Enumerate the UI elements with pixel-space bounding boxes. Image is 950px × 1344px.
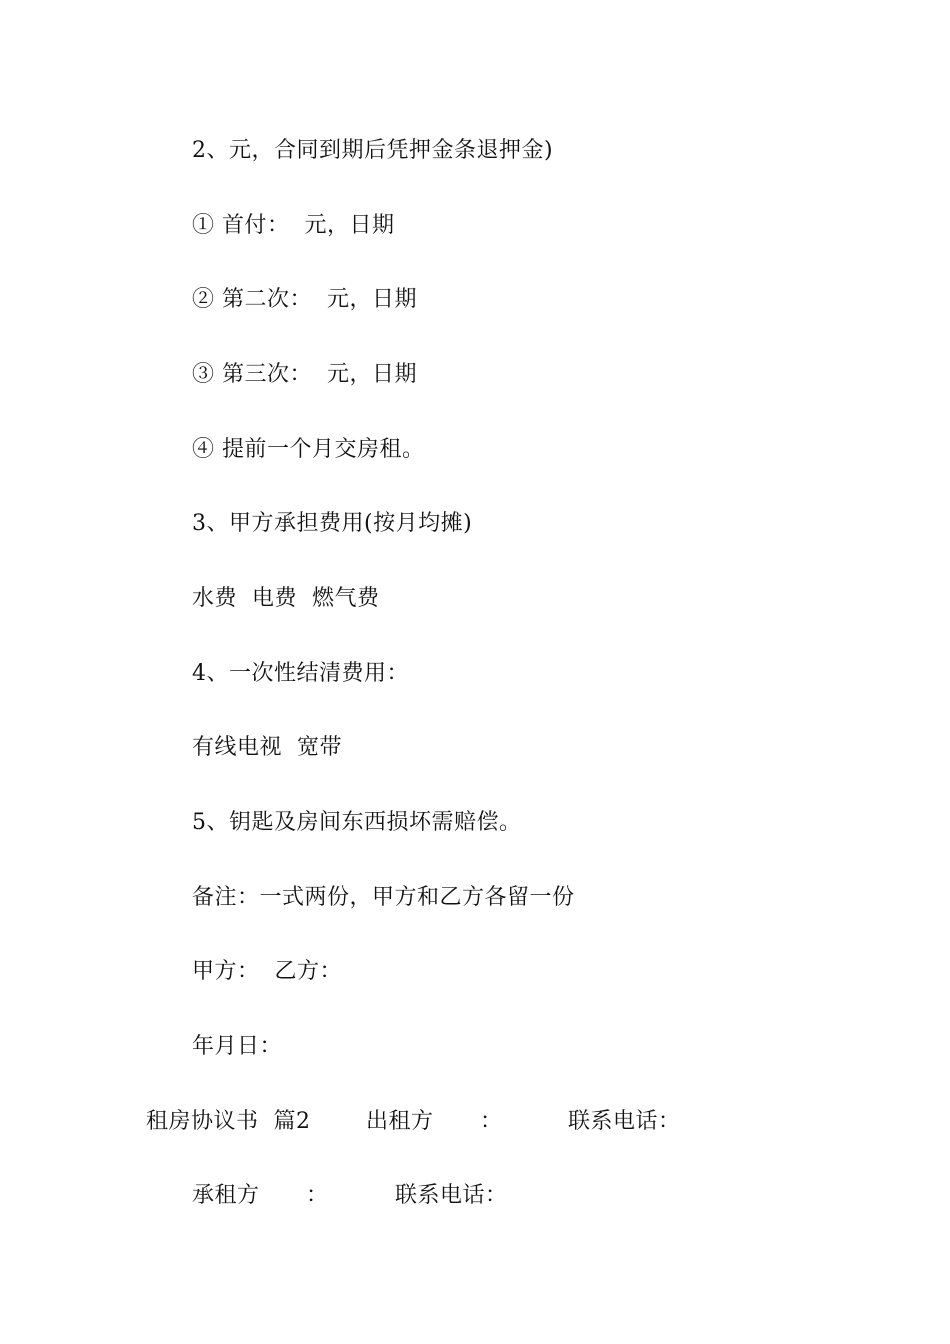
text-line-one-time-fees: 4、一次性结清费用： <box>192 661 409 686</box>
text-line-deposit-refund: 2、元，合同到期后凭押金条退押金) <box>192 138 554 163</box>
lessor-phone-label: 联系电话： <box>568 1109 681 1134</box>
text-line-utility-items: 水费 电费 燃气费 <box>192 586 380 611</box>
text-line-remarks: 备注：一式两份，甲方和乙方各留一份 <box>192 885 575 910</box>
text-line-signatures: 甲方： 乙方： <box>192 959 342 984</box>
lessee-phone-label: 联系电话： <box>395 1183 508 1208</box>
text-line-second-payment: ② 第二次： 元，日期 <box>192 287 417 312</box>
text-line-cable-broadband: 有线电视 宽带 <box>192 735 342 760</box>
lessor-label: 出租方 <box>366 1109 434 1134</box>
lessee-colon: ： <box>306 1183 329 1208</box>
text-line-date: 年月日： <box>192 1034 283 1059</box>
text-line-third-payment: ③ 第三次： 元，日期 <box>192 362 417 387</box>
lessor-colon: ： <box>480 1109 503 1134</box>
text-line-damage-compensation: 5、钥匙及房间东西损坏需赔偿。 <box>192 810 522 835</box>
text-line-first-payment: ① 首付： 元，日期 <box>192 213 395 238</box>
text-line-rent-advance: ④ 提前一个月交房租。 <box>192 437 425 462</box>
text-line-party-a-costs: 3、甲方承担费用(按月均摊) <box>192 511 473 536</box>
lessee-label: 承租方 <box>192 1183 260 1208</box>
section-heading: 租房协议书 篇2 <box>146 1109 311 1134</box>
